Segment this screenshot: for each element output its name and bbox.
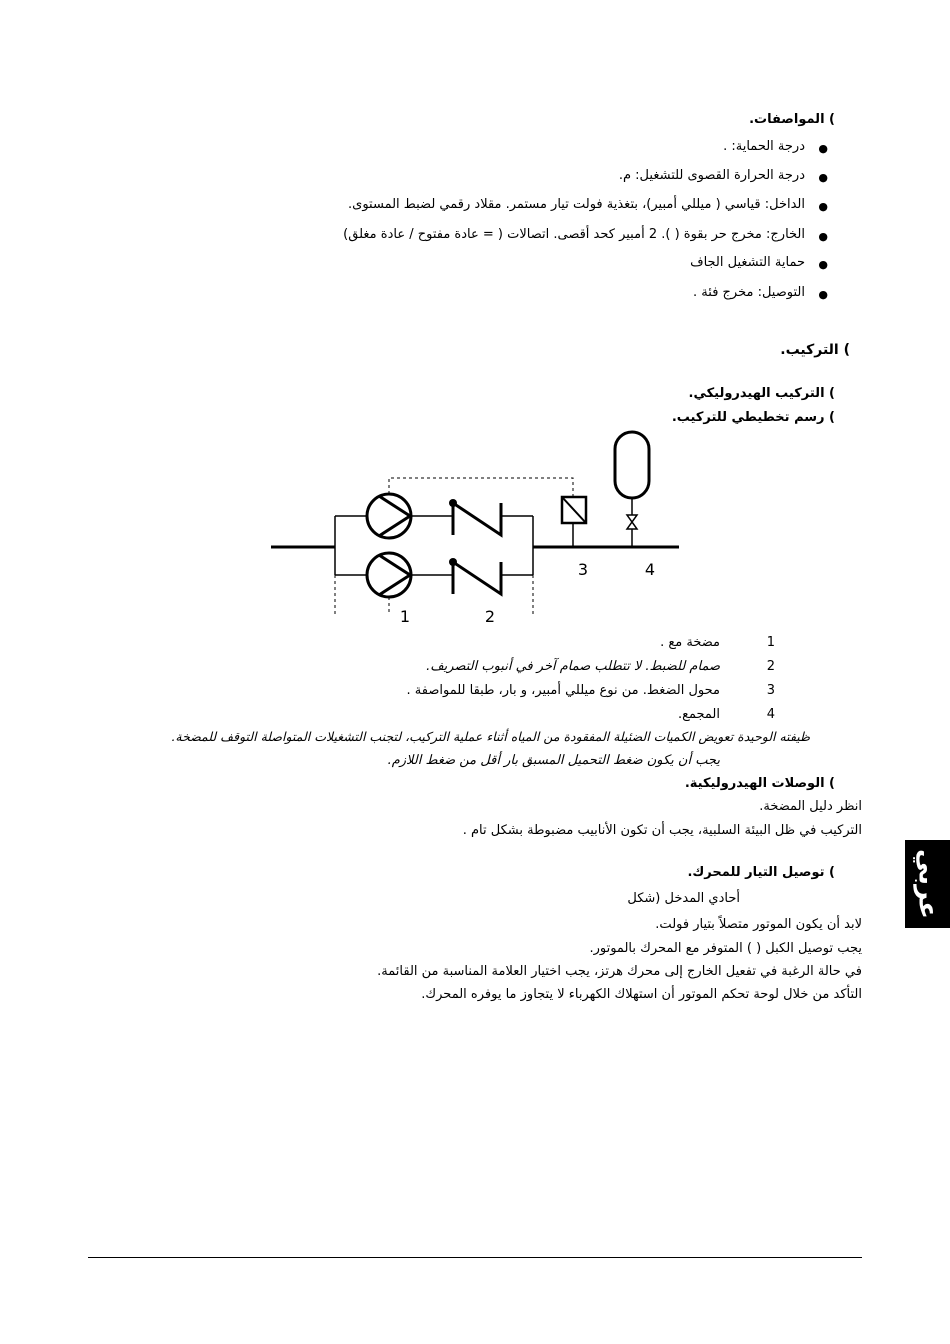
check-valve-icon xyxy=(449,499,501,535)
bullet-icon: ● xyxy=(818,288,828,301)
motor-connection-heading: ) توصيل التيار للمحرك. xyxy=(687,865,835,880)
control-signal-line xyxy=(389,478,573,498)
legend-number: 3 xyxy=(766,683,775,698)
legend-number: 4 xyxy=(766,707,775,722)
legend-number: 1 xyxy=(766,635,775,650)
pump-icon xyxy=(367,494,411,538)
spec-item-output: الخارج: مخرج حر بقوة ( ). 2 أمبير كحد أقصى. اتصالات ( = عادة مفتوح / عادة مغلق) xyxy=(343,227,805,242)
legend-item-valve: صمام للضبط. لا تتطلب صمام آخر في أنبوب التصريف. xyxy=(426,659,720,674)
motor-line-3: في حالة الرغبة في تفعيل الخارج إلى محرك هرتز، يجب اختيار العلامة المناسبة من القائمة. xyxy=(377,964,862,979)
label-pump: 1 xyxy=(399,607,411,626)
installation-heading: ) التركيب. xyxy=(780,342,850,358)
bullet-icon: ● xyxy=(818,258,828,271)
bullet-icon: ● xyxy=(818,171,828,184)
legend-number: 2 xyxy=(766,659,775,674)
label-check-valve: 2 xyxy=(484,607,496,626)
label-transducer: 3 xyxy=(577,560,589,579)
specs-heading: ) المواصفات. xyxy=(749,112,835,127)
preload-pressure-note: يجب أن يكون ضغط التحميل المسبق بار أقل من ضغط اللازم. xyxy=(387,753,720,768)
pressure-transducer-icon xyxy=(562,497,586,547)
diagram-heading: ) رسم تخطيطي للتركيب. xyxy=(671,410,835,425)
installation-diagram xyxy=(265,425,690,630)
spec-item-input: الداخل: قياسي ( ميللي أمبير)، بتغذية فولت تيار مستمر. مقلاد رقمي لضبط المستوى. xyxy=(348,197,805,212)
legend-item-pump: مضخة مع . xyxy=(660,635,720,650)
check-valve-icon xyxy=(449,558,501,594)
accumulator-note: ظيفته الوحيدة تعويض الكميات الضئيلة المفقودة من المياه أثناء عملية التركيب، لتجنب التشغيلات المتواصلة التوقف للمضخة. xyxy=(171,729,810,744)
motor-line-1: لابد أن يكون الموتور متصلاً بتيار فولت. xyxy=(655,917,862,932)
spec-item-dry-run: حماية التشغيل الجاف xyxy=(690,255,805,270)
hydraulic-connections-line-2: التركيب في ظل البيئة السلبية، يجب أن تكون الأنابيب مضبوطة بشكل تام . xyxy=(462,823,862,838)
accumulator-tank-icon xyxy=(615,432,649,547)
bullet-icon: ● xyxy=(818,142,828,155)
language-tab xyxy=(905,840,950,928)
motor-connection-subheading: أحادي المدخل (شكل xyxy=(627,891,740,906)
bullet-icon: ● xyxy=(818,200,828,213)
legend-item-transducer: محول الضغط. من نوع ميللي أمبير، و بار، طبقا للمواصفة . xyxy=(406,683,720,698)
hydraulic-connections-line-1: انظر دليل المضخة. xyxy=(759,799,862,814)
spec-item-protection: درجة الحماية: . xyxy=(723,139,805,154)
spec-item-connection: التوصيل: مخرج فئة . xyxy=(693,285,805,300)
hydraulic-connections-heading: ) الوصلات الهيدروليكية. xyxy=(684,776,835,791)
label-accumulator: 4 xyxy=(644,560,656,579)
footer-divider xyxy=(88,1257,862,1258)
spec-item-max-temperature: درجة الحرارة القصوى للتشغيل: م. xyxy=(618,168,805,183)
language-tab-label: عربي xyxy=(912,848,943,919)
legend-item-accumulator: المجمع. xyxy=(677,707,720,722)
bullet-icon: ● xyxy=(818,230,828,243)
pump-icon xyxy=(367,553,411,597)
motor-line-2: يجب توصيل الكبل ( ) المتوفر مع المحرك بالموتور. xyxy=(589,941,862,956)
motor-line-4: التأكد من خلال لوحة تحكم الموتور أن استهلاك الكهرباء لا يتجاوز ما يوفره المحرك. xyxy=(421,987,862,1002)
hydraulic-installation-heading: ) التركيب الهيدروليكي. xyxy=(688,386,835,401)
